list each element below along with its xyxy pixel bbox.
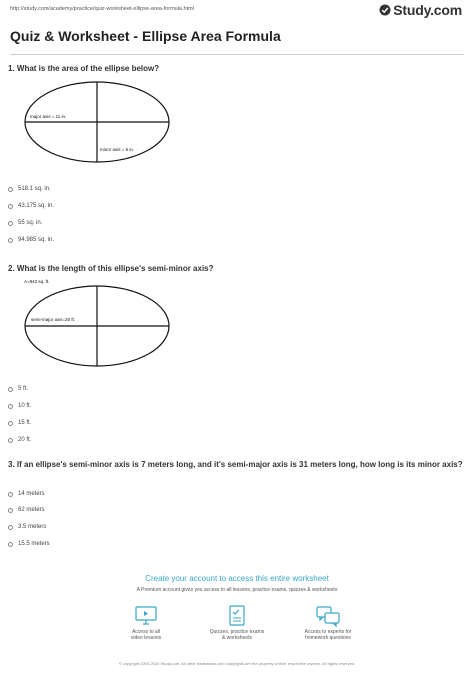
feature-label: Quizzes, practice exams & worksheets [209, 629, 265, 641]
radio-button[interactable] [8, 204, 13, 209]
feature-video-lessons [101, 604, 191, 641]
question-3 [8, 460, 466, 547]
option-2b[interactable]: 10 ft. [8, 403, 31, 409]
feature-label: Access to all video lessons [130, 629, 162, 641]
brand-name: Study.com [393, 2, 462, 18]
copyright-notice: © copyright 2003-2020 Study.com. All other trademarks and copyrights are the property of their respective owners. All rights reserved. [118, 661, 356, 666]
question-2-text: 2. What is the length of this ellipse's semi-minor axis? [8, 264, 214, 273]
radio-button[interactable] [8, 221, 13, 226]
feature-experts [283, 604, 373, 641]
radio-button[interactable] [8, 508, 13, 513]
option-1d[interactable]: 94.985 sq. in. [8, 237, 54, 243]
promo-subtitle: A Premium account gives you access to all lessons, practice exams, quizzes & worksheets [136, 587, 338, 593]
radio-button[interactable] [8, 387, 13, 392]
option-3b[interactable]: 62 meters [8, 507, 45, 513]
option-3d[interactable]: 15.5 meters [8, 541, 50, 547]
major-axis-label: major axis = 11 in. [30, 114, 67, 119]
option-3c[interactable]: 3.5 meters [8, 524, 46, 530]
radio-button[interactable] [8, 421, 13, 426]
radio-button[interactable] [8, 187, 13, 192]
option-1a[interactable]: 518.1 sq. in. [8, 186, 51, 192]
monitor-icon [133, 604, 159, 628]
option-2a[interactable]: 5 ft. [8, 386, 28, 392]
radio-button[interactable] [8, 404, 13, 409]
quiz-icon [224, 604, 250, 628]
feature-label: Access to experts for homework questions [304, 629, 352, 641]
option-2c[interactable]: 15 ft. [8, 420, 31, 426]
option-3a[interactable]: 14 meters [8, 491, 45, 497]
question-1-text: 1. What is the area of the ellipse below? [8, 64, 160, 73]
title-divider [10, 54, 464, 55]
brand-logo[interactable] [379, 2, 462, 18]
brand-mark-icon [379, 4, 391, 16]
minor-axis-label: minor axis = 5 in. [100, 147, 135, 152]
page-url: http://study.com/academy/practice/quiz-worksheet-ellipse-area-formula.html [10, 6, 194, 12]
radio-button[interactable] [8, 238, 13, 243]
page-title: Quiz & Worksheet - Ellipse Area Formula [10, 28, 281, 44]
radio-button[interactable] [8, 542, 13, 547]
ellipse-figure-1 [24, 78, 184, 166]
feature-quizzes [192, 604, 282, 641]
radio-button[interactable] [8, 438, 13, 443]
ellipse-figure-2 [24, 276, 184, 376]
promo-title[interactable]: Create your account to access this entire worksheet [145, 574, 329, 583]
option-1c[interactable]: 55 sq. in. [8, 220, 42, 226]
area-label: A=942 sq. ft. [24, 279, 50, 284]
chat-icon [315, 604, 341, 628]
semi-major-axis-label: semi-major axis=20 ft. [31, 317, 76, 322]
option-1b[interactable]: 43.175 sq. in. [8, 203, 54, 209]
radio-button[interactable] [8, 492, 13, 497]
question-2 [8, 264, 466, 443]
question-3-text: 3. If an ellipse's semi-minor axis is 7 meters long, and it's semi-major axis is 31 meters long, how long is its minor axis? [8, 460, 463, 469]
option-2d[interactable]: 20 ft. [8, 437, 31, 443]
question-1 [8, 64, 466, 243]
radio-button[interactable] [8, 525, 13, 530]
